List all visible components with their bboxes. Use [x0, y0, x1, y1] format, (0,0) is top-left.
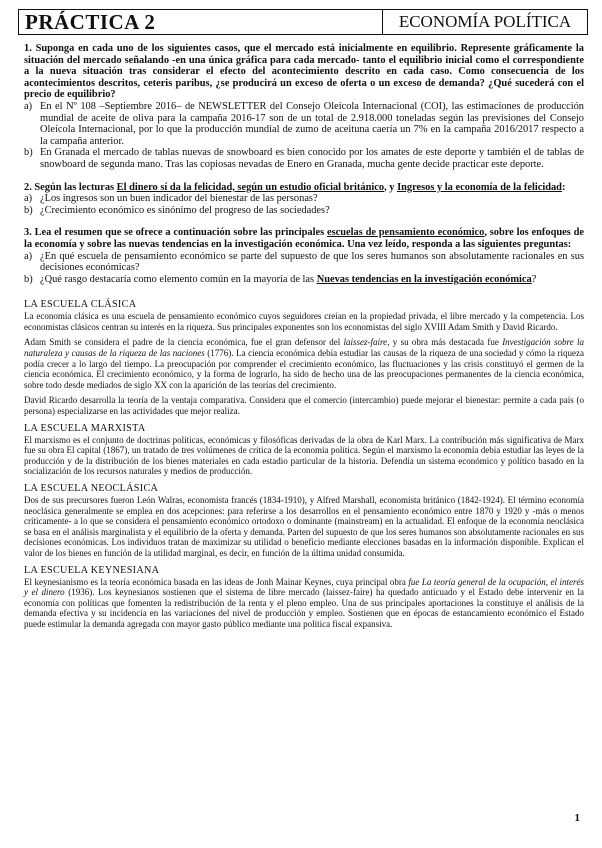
item-text: ¿Los ingresos son un buen indicador del bienestar de las personas?: [40, 193, 318, 205]
question-3-a: [24, 251, 584, 274]
keynesiana-paragraph: [24, 577, 584, 630]
clasica-paragraph-1: La economía clásica es una escuela de pensamiento económico cuyos seguidores creían en la propiedad privada, el libre mercado y la competencia. Los economistas clásicos centran su interés en la riqueza. Sus principales exponentes son los economistas del siglo XVIII Adam Smith y David Ricardo.: [24, 311, 584, 332]
neoclasica-paragraph: Dos de sus precursores fueron León Walras, economista francés (1834-1910), y Alfred Marshall, economista británico (1842-1924). El término economía neoclásica generalmente se emplea en dos acepciones: para referirse a los desarrollos en el pensamiento económico entre 1870 y 1920 y -más o menos críticamente- a lo que se considera el pensamiento económico ortodoxo o dominante (mainstream) en la actualidad. El enfoque de la economía neoclásica se basa en el análisis marginalista y el equilibrio de la oferta y demanda. Parten del supuesto de que los seres humanos son absolutamente racionales en sus decisiones económicas. Los individuos tratan de maximizar su utilidad o beneficio mediante elecciones basadas en la información disponible. Explican el valor de los bienes en función de la utilidad marginal, es decir, en función de la última unidad consumida.: [24, 495, 584, 558]
section-title-marxista: LA ESCUELA MARXISTA: [24, 422, 146, 434]
question-3-prompt: [24, 227, 584, 250]
question-3-b: [24, 274, 584, 286]
q3-suffix: , sobre los enfoques de la economía y sobre las nuevas tendencias en la investigación económica. Una vez leído, responda a las siguientes preguntas:: [24, 227, 584, 250]
reading-link-2[interactable]: Ingresos y la economía de la felicidad: [397, 181, 562, 193]
header-box: [18, 9, 588, 35]
q2-prefix: 2. Según las lecturas: [24, 181, 117, 193]
q3b-suffix: ?: [531, 273, 537, 285]
page-number: 1: [574, 812, 580, 824]
item-text: [40, 274, 584, 286]
question-1-b: [24, 147, 584, 170]
question-1-a: [24, 101, 584, 147]
item-label: b): [24, 204, 33, 216]
item-label: b): [24, 147, 33, 159]
question-2-prompt: [24, 182, 584, 194]
question-1-prompt: 1. Suponga en cada uno de los siguientes casos, que el mercado está inicialmente en equilibrio. Represente gráficamente la situación del mercado señalando -en una única gráfica para cada mercado- tanto el equilibrio inicial como el correspondiente a la nueva situación tras considerar el efecto del acontecimiento descrito en cada caso. Como consecuencia de los acontecimientos descritos, ceteris paribus, ¿se producirá un exceso de oferta o un exceso de demanda? ¿Qué sucederá con el precio de equilibrio?: [24, 43, 584, 101]
item-label: a): [24, 193, 33, 205]
keynesiana-a: El keynesianismo es la teoría económica basada en las ideas de Jonh Mainar Keynes, cuya principal obra: [24, 576, 409, 587]
marxista-paragraph: El marxismo es el conjunto de doctrinas políticas, económicas y filosóficas derivadas de la obra de Karl Marx. La contribución más significativa de Marx fue su obra El capital (1867), un tratado de tres volúmenes de crítica de la economía política. Según el marxismo la economía debía estudiar las leyes de la producción y de la distribución de los bienes materiales en cada estadio particular de la historia. Defendía un sistema económico y político basado en la socialización de los recursos naturales y medios de producción.: [24, 434, 584, 477]
item-label: b): [24, 273, 33, 285]
section-title-clasica: LA ESCUELA CLÁSICA: [24, 299, 137, 311]
content: [24, 43, 584, 630]
clasica-p2-c: (1776). La ciencia económica debía estudiar las causas de la riqueza de una sociedad y cómo la riqueza podía crecer a lo largo del tiempo. La preocupación por comprender el crecimiento económico, las fluctuaciones y las crisis constituyó el germen de la ciencia económica. El crecimiento económico, y la forma de lograrlo, ha sido de hecho una de las preocupaciones permanentes de la ciencia económica, sobre todo desde mediados de siglo XX con la aparición de las teorías del crecimiento.: [24, 348, 584, 390]
keynesiana-b: (1936). Los keynesianos sostienen que el sistema de libre mercado (laissez-faire) ha quedado anticuado y el Estado debe intervenir en la economía con políticas que fomenten la redistribución de la renta y el pleno empleo. Una de sus principales aportaciones la constituye el análisis de la demanda efectiva y su incidencia en las variaciones del nivel de producción y empleo. Sostienen que en épocas de estancamiento económico el Estado puede estimular la demanda agregada con mayor gasto público mediante una política fiscal expansiva.: [24, 587, 585, 629]
question-2-b: [24, 205, 584, 217]
clasica-paragraph-2: [24, 337, 584, 390]
q3b-prefix: ¿Qué rasgo destacaría como elemento común en la mayoría de las: [40, 273, 317, 285]
item-label: a): [24, 250, 33, 262]
item-text: ¿Crecimiento económico es sinónimo del progreso de las sociedades?: [40, 204, 330, 216]
practice-title: PRÁCTICA 2: [19, 10, 383, 34]
q2-suffix: :: [561, 181, 566, 193]
section-title-keynesiana: LA ESCUELA KEYNESIANA: [24, 564, 160, 576]
schools-link[interactable]: escuelas de pensamiento económico: [326, 227, 485, 239]
reading-link-1[interactable]: El dinero sí da la felicidad, según un estudio oficial británico: [116, 181, 385, 193]
item-text: En Granada el mercado de tablas nuevas de snowboard es bien conocido por los amates de este deporte y también el de tablas de snowboard de segunda mano. Tras las copiosas nevadas de Enero en Granada, mucha gente decide practicar este deporte.: [40, 147, 584, 170]
item-label: a): [24, 100, 33, 112]
new-trends-link[interactable]: Nuevas tendencias en la investigación económica: [316, 273, 532, 285]
q3-prefix: 3. Lea el resumen que se ofrece a continuación sobre las principales: [24, 227, 327, 239]
clasica-paragraph-3: David Ricardo desarrolla la teoría de la ventaja comparativa. Considera que el comercio (intercambio) puede mejorar el bienestar: permite a cada país (o persona) especializarse en las actividades que mejor realiza.: [24, 395, 584, 417]
item-text: En el Nº 108 –Septiembre 2016– de NEWSLETTER del Consejo Oleícola Internacional (COI), las estimaciones de producción mundial de aceite de oliva para la campaña 2016-17 son de un total de 2.918.000 toneladas según las previsiones del Consejo Oleícola Internacional, por lo que la producción mundial de zumo de aceituna caería un 7% en la campaña 2016/2017 respecto a la campaña anterior.: [40, 100, 584, 147]
section-title-neoclasica: LA ESCUELA NEOCLÁSICA: [24, 483, 159, 494]
clasica-p2-italic-1: laissez-faire: [343, 337, 388, 348]
clasica-p2-a: Adam Smith se considera el padre de la ciencia económica, fue el gran defensor del: [24, 337, 344, 348]
q2-mid: , y: [384, 181, 398, 193]
keynesiana-italic: fue La teoría general de la ocupación, el interés y el dinero: [24, 576, 584, 598]
clasica-p2-b: , y su obra más destacada fue: [387, 337, 503, 348]
subject-title: ECONOMÍA POLÍTICA: [398, 12, 572, 31]
item-text: ¿En qué escuela de pensamiento económico se parte del supuesto de que los seres humanos son absolutamente racionales en sus decisiones económicas?: [40, 250, 584, 274]
clasica-p2-italic-2: Investigación sobre la naturaleza y causas de la riqueza de las naciones: [24, 337, 584, 359]
question-2-a: [24, 193, 584, 205]
